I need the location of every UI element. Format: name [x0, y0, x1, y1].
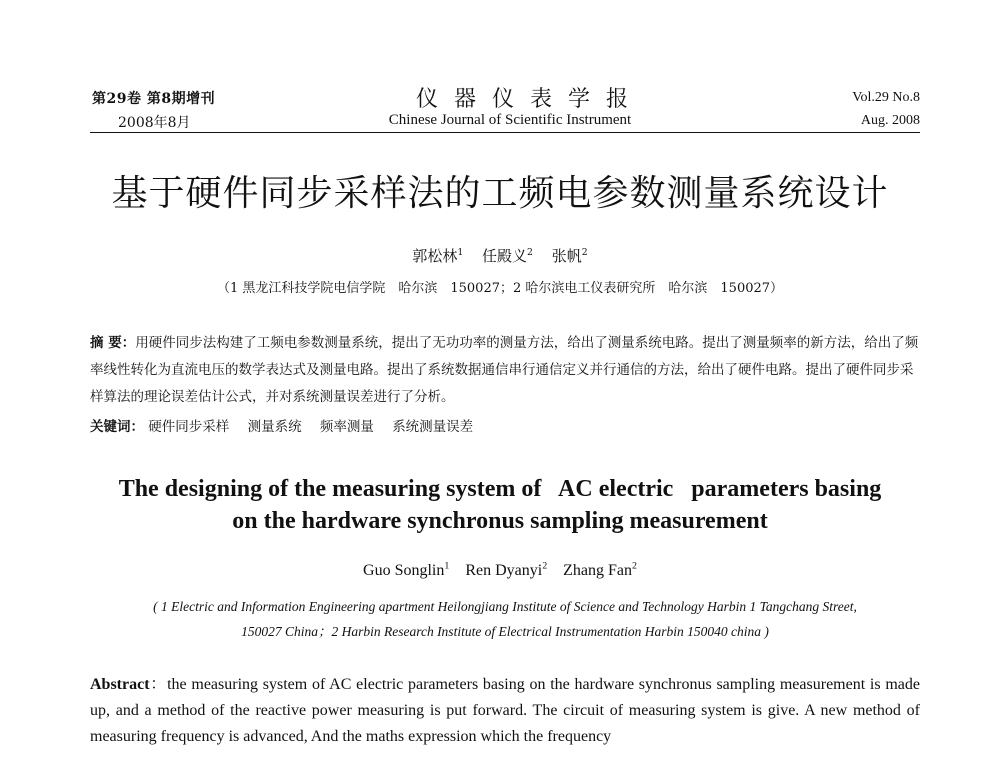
date-en: Aug. 2008 [860, 113, 920, 128]
affiliation-en-line2: 150027 China；2 Harbin Research Institute of Electrical Instrumentation Harbin 150040 china ) [241, 624, 769, 639]
keywords-cn [90, 415, 920, 435]
keyword: 测量系统 [247, 419, 302, 435]
abstract-en-text: ：the measuring system of AC electric parameters basing on the hardware synchronus sampling measurement is made up, and a method of the reactive power measuring is put forward. The circuit of measuring system is give. A new method of measuring frequency is advanced, And the maths expression which the frequency [90, 676, 920, 745]
volume-issue-en: Vol.29 No.8 [852, 90, 920, 105]
author-en: Zhang Fan$^2$ [563, 560, 637, 579]
journal-title-cn: 仪器仪表学报 [415, 87, 644, 112]
author-cn: 郭松林$^1$ [412, 247, 464, 265]
paper-title-cn: 基于硬件同步采样法的工频电参数测量系统设计 [111, 173, 889, 214]
affiliation-cn: （1 黑龙江科技学院电信学院 哈尔滨 150027；2 哈尔滨电工仪表研究所 哈尔滨 150027） [216, 281, 784, 296]
abstract-cn-text: 用硬件同步法构建了工频电参数测量系统，提出了无功功率的测量方法，给出了测量系统电路。提出了测量频率的新方法，给出了频率线性转化为直流电压的数学表达式及测量电路。提出了系统数据通信串行通信定义并行通信的方法，给出了硬件电路。提出了硬件同步采样算法的理论误差估计公式，并对系统测量误差进行了分析。 [90, 335, 919, 405]
abstract-cn [90, 330, 920, 411]
paper-title-en [60, 473, 940, 537]
keyword: 频率测量 [319, 419, 374, 435]
keywords-cn-label: 关键词： [90, 419, 144, 435]
paper-title-en-line1: The designing of the measuring system of AC electric parameters basing [118, 476, 882, 502]
keyword: 硬件同步采样 [148, 419, 230, 435]
abstract-en-label: Abstract [90, 676, 150, 693]
journal-title-en: Chinese Journal of Scientific Instrument [388, 112, 632, 128]
affiliation-en-line1: ( 1 Electric and Information Engineering apartment Heilongjiang Institute of Science and Technology Harbin 1 Tangchang Street, [153, 599, 857, 614]
date-cn: 2008年8月 [118, 115, 191, 131]
affiliation-en [90, 594, 920, 644]
authors-cn [0, 245, 1000, 266]
abstract-en [90, 672, 920, 750]
author-cn: 张帆$^2$ [551, 247, 588, 265]
author-en: Guo Songlin$^1$ [363, 560, 450, 579]
header-rule [90, 132, 920, 133]
abstract-cn-label: 摘 要： [90, 335, 136, 351]
author-en: Ren Dyanyi$^2$ [465, 560, 548, 579]
keyword: 系统测量误差 [392, 419, 474, 435]
volume-issue-cn: 第29卷 第8期增刊 [92, 91, 216, 107]
author-cn: 任殿义$^2$ [482, 247, 533, 265]
authors-en [0, 562, 1000, 580]
paper-title-en-line2: on the hardware synchronus sampling measurement [232, 508, 768, 534]
